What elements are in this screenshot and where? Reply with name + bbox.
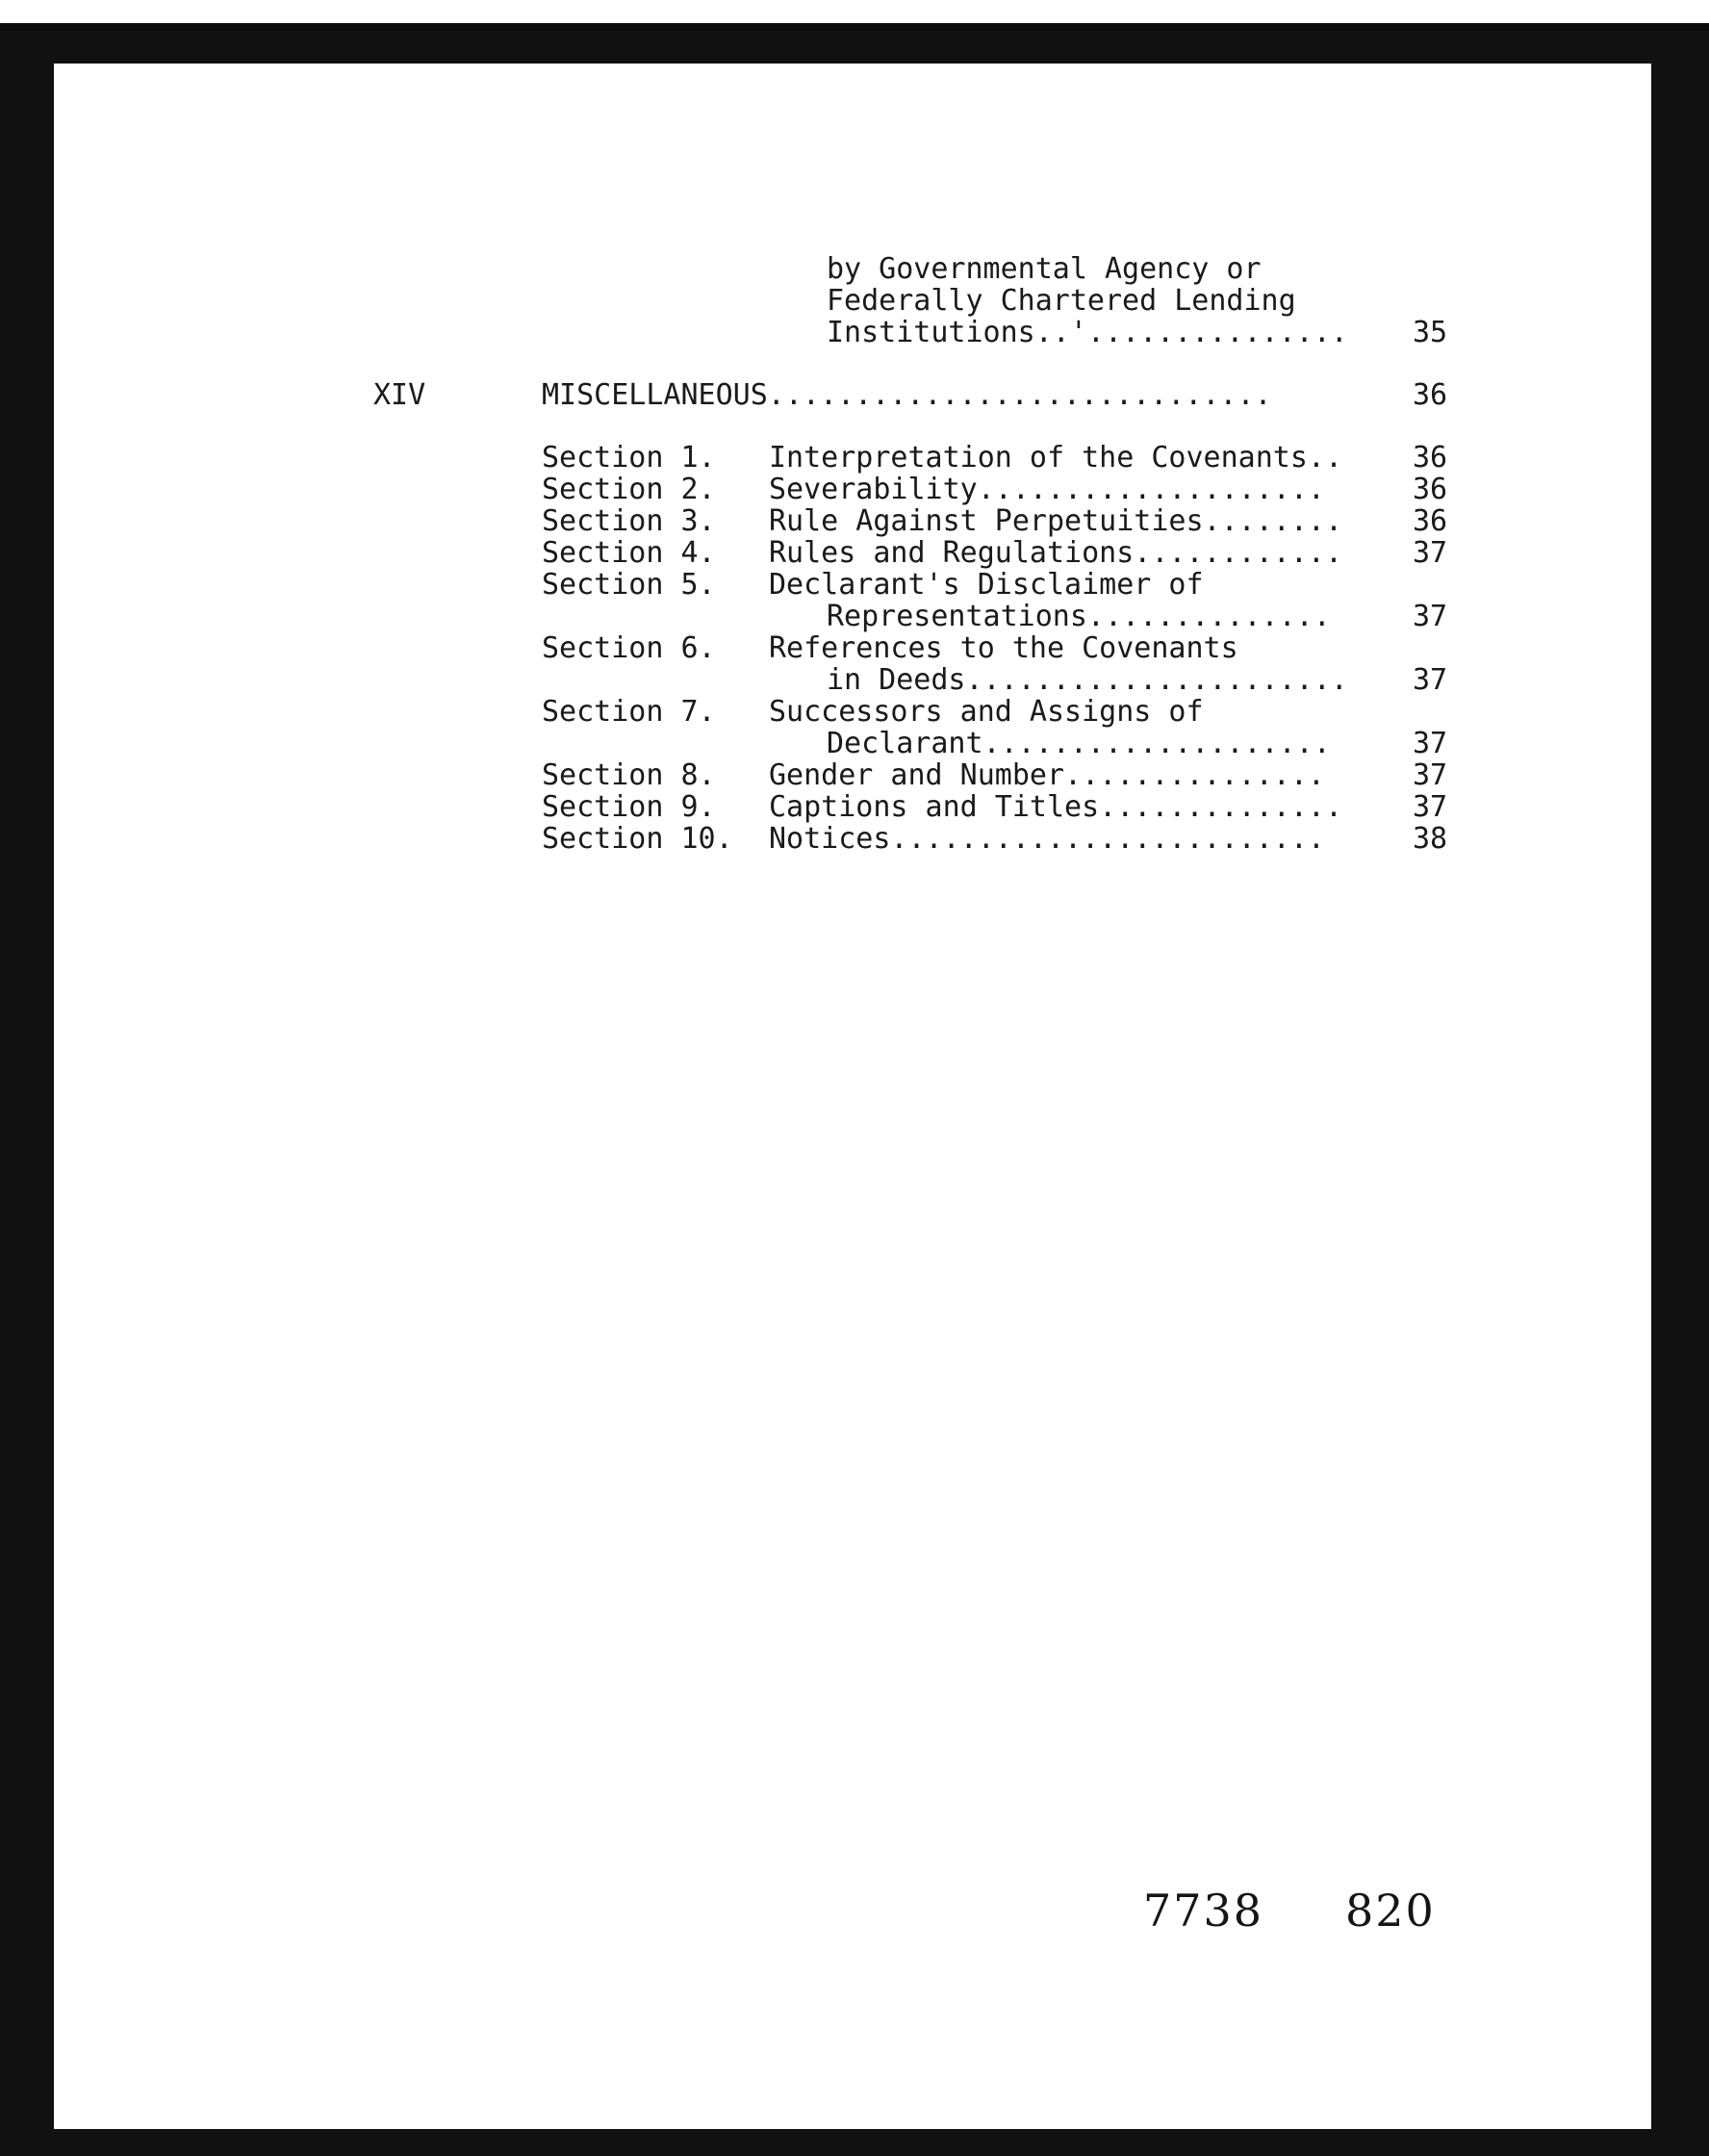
section-title-continuation: Representations.............. [827,600,1331,633]
section-title: References to the Covenants [769,631,1238,665]
toc-page-number: 37 [1413,536,1448,570]
section-title: Rule Against Perpetuities........ [769,504,1343,538]
section-title: Gender and Number............... [769,758,1325,792]
section-title: Notices......................... [769,822,1325,856]
toc-page-number: 38 [1413,822,1448,856]
section-label: Section 6. [542,631,716,665]
section-title: Successors and Assigns of [769,695,1204,729]
toc-page-number: 36 [1413,504,1448,538]
section-title: Rules and Regulations............ [769,536,1343,570]
section-label: Section 5. [542,568,716,602]
section-title: Captions and Titles.............. [769,790,1343,824]
recording-book-number: 7738 [1143,1885,1264,1937]
toc-continuation-line-3: Institutions..'............... [827,316,1348,349]
toc-continuation-line-1: by Governmental Agency or [827,252,1262,286]
toc-page-number: 37 [1413,663,1448,697]
section-label: Section 10. [542,822,733,856]
toc-page-number: 37 [1413,600,1448,633]
document-page [54,64,1651,2129]
article-number: XIV [373,378,426,412]
section-title: Severability.................... [769,473,1325,506]
toc-page-number: 36 [1413,473,1448,506]
toc-page-number: 37 [1413,758,1448,792]
section-label: Section 2. [542,473,716,506]
section-label: Section 3. [542,504,716,538]
section-title: Interpretation of the Covenants.. [769,441,1343,475]
toc-page-number: 36 [1413,441,1448,475]
article-title: MISCELLANEOUS............................. [542,378,1272,412]
section-label: Section 8. [542,758,716,792]
toc-page-number: 35 [1413,316,1448,349]
toc-page-number: 36 [1413,378,1448,412]
toc-page-number: 37 [1413,727,1448,760]
section-title-continuation: in Deeds...................... [827,663,1348,697]
section-label: Section 9. [542,790,716,824]
recording-page-number: 820 [1345,1885,1436,1937]
scan-top-edge [0,0,1709,31]
section-title: Declarant's Disclaimer of [769,568,1204,602]
section-title-continuation: Declarant.................... [827,727,1331,760]
toc-page-number: 37 [1413,790,1448,824]
section-label: Section 4. [542,536,716,570]
section-label: Section 1. [542,441,716,475]
section-label: Section 7. [542,695,716,729]
toc-continuation-line-2: Federally Chartered Lending [827,284,1296,318]
